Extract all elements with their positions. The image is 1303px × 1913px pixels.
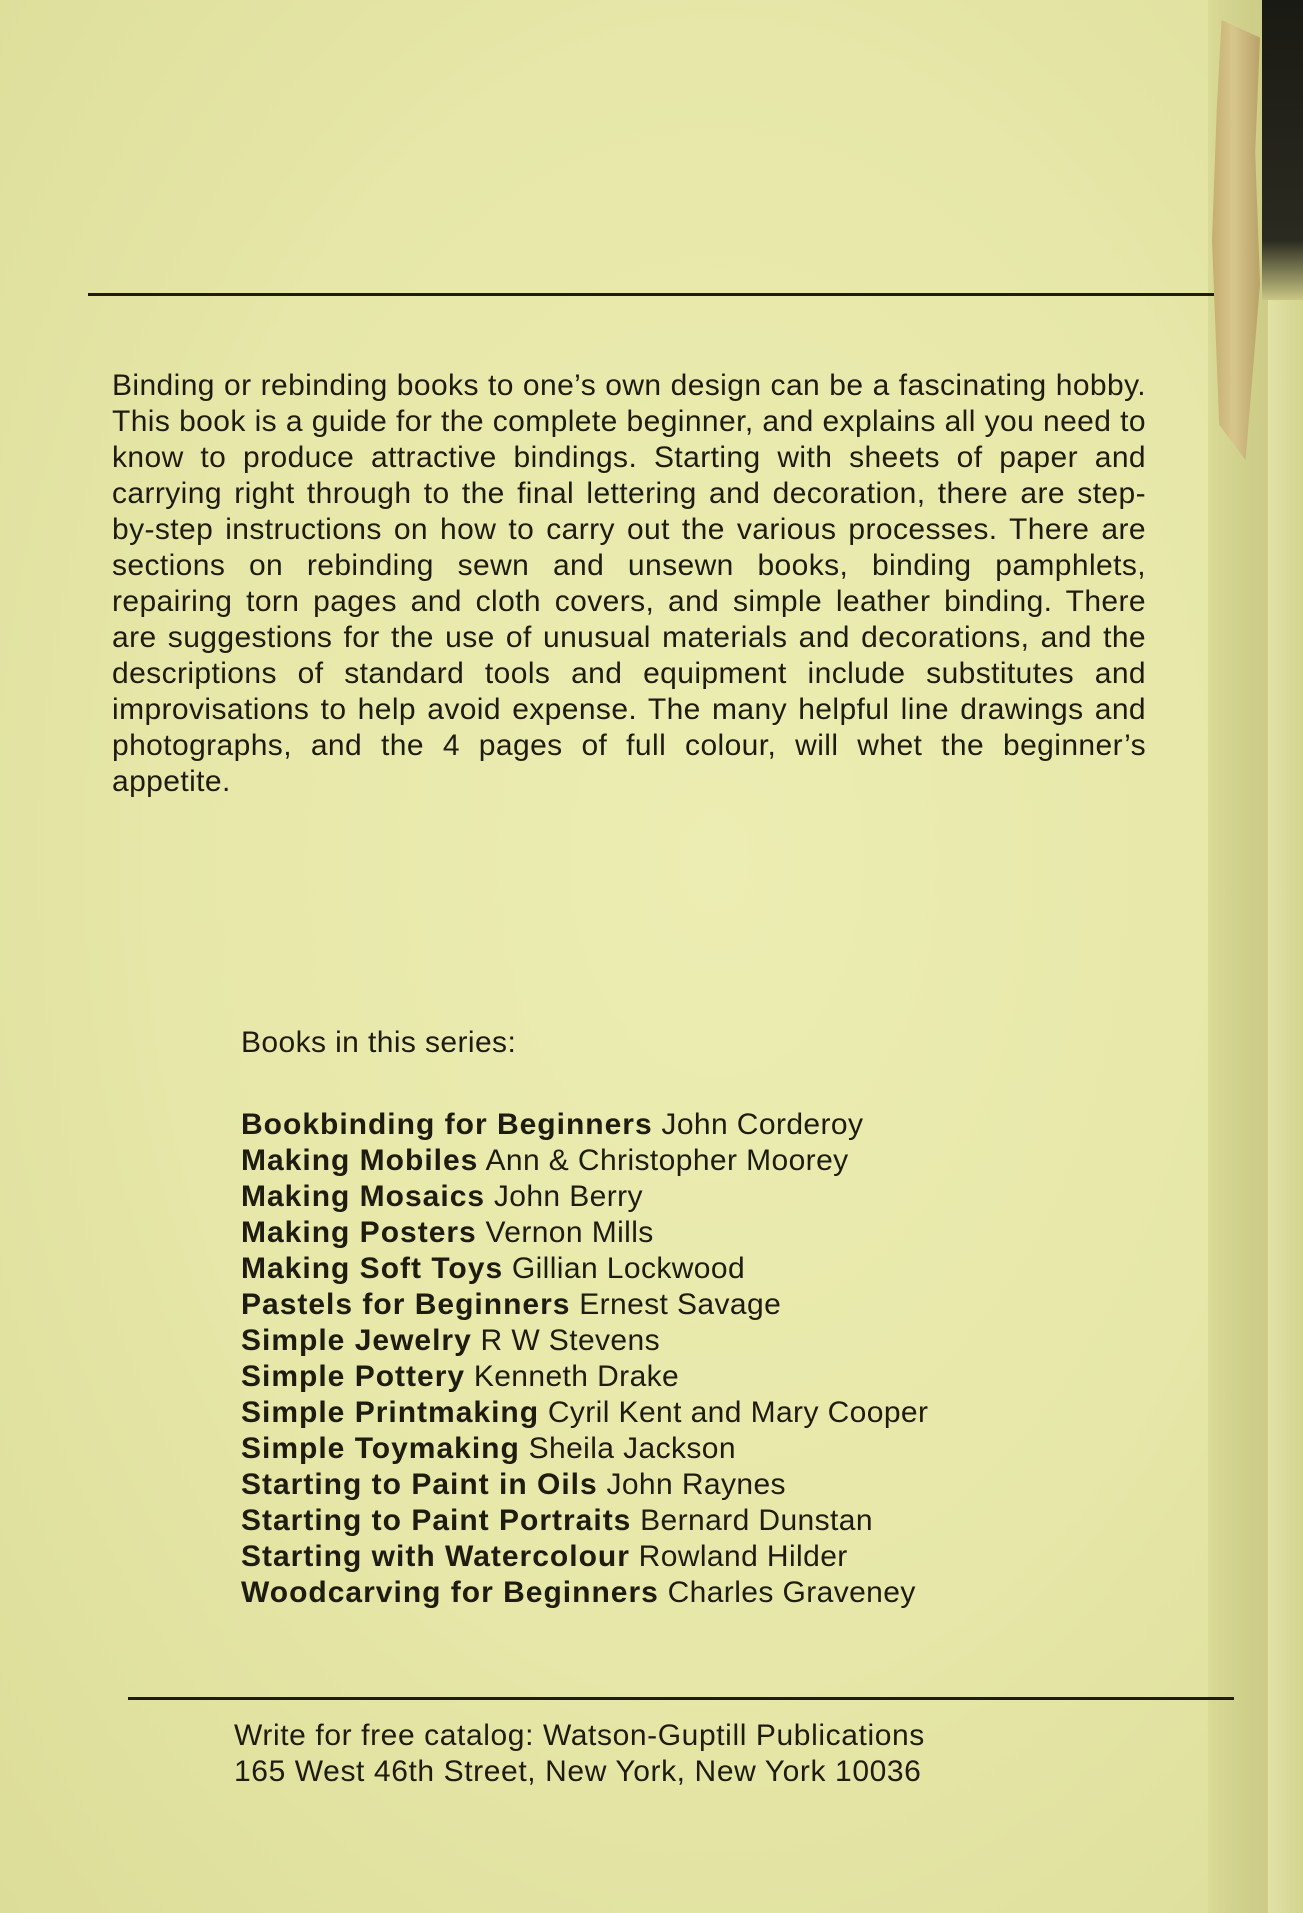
series-book-item: [241, 1539, 1141, 1575]
book-author: Gillian Lockwood: [511, 1252, 746, 1285]
bottom-divider: [128, 1697, 1234, 1700]
book-author: Kenneth Drake: [473, 1360, 680, 1393]
series-book-item: [241, 1431, 1141, 1467]
book-author: Sheila Jackson: [528, 1432, 736, 1465]
book-author: R W Stevens: [480, 1324, 660, 1357]
book-author: Ernest Savage: [579, 1288, 782, 1321]
book-author: John Berry: [493, 1180, 643, 1213]
address-line: 165 West 46th Street, New York, New York 10036: [234, 1755, 922, 1788]
book-title: Starting with Watercolour: [241, 1540, 630, 1573]
series-heading: Books in this series:: [241, 1026, 517, 1059]
series-book-item: [241, 1179, 1141, 1215]
series-book-item: [241, 1251, 1141, 1287]
book-author: John Corderoy: [661, 1108, 864, 1141]
book-author: Rowland Hilder: [638, 1540, 848, 1573]
book-title: Woodcarving for Beginners: [241, 1576, 659, 1609]
series-book-item: [241, 1467, 1141, 1503]
book-title: Starting to Paint in Oils: [241, 1468, 598, 1501]
description-paragraph: Binding or rebinding books to one’s own design can be a fascinating hobby. This book is a guide for the complete beginner, and explains all you need to know to produce attractive bindings. Starting with sheets of paper and carrying right through to the final lettering and decoration, there are step-by-step instructions on how to carry out the various processes. There are sections on rebinding sewn and unsewn books, binding pamphlets, repairing torn pages and cloth covers, and simple leather binding. There are suggestions for the use of unusual materials and decorations, and the descriptions of standard tools and equipment include substitutes and improvisations to help avoid expense. The many helpful line drawings and photographs, and the 4 pages of full colour, will whet the beginner’s appetite.: [112, 369, 1146, 798]
book-author: Ann & Christopher Moorey: [485, 1144, 849, 1177]
series-book-item: [241, 1143, 1141, 1179]
book-author: Vernon Mills: [485, 1216, 654, 1249]
book-author: Charles Graveney: [667, 1576, 916, 1609]
series-book-item: [241, 1323, 1141, 1359]
book-title: Making Posters: [241, 1216, 477, 1249]
publisher-footer: [234, 1718, 1134, 1790]
book-author: Cyril Kent and Mary Cooper: [547, 1396, 929, 1429]
series-book-item: [241, 1107, 1141, 1143]
spine-shadow: [1262, 0, 1303, 300]
series-book-item: [241, 1287, 1141, 1323]
catalog-line: Write for free catalog: Watson-Guptill Publications: [234, 1719, 925, 1752]
book-title: Simple Toymaking: [241, 1432, 520, 1465]
book-author: Bernard Dunstan: [640, 1504, 873, 1537]
spine-highlight: [1268, 300, 1303, 1913]
series-section: [241, 1025, 1141, 1611]
series-book-item: [241, 1575, 1141, 1611]
book-title: Bookbinding for Beginners: [241, 1108, 653, 1141]
book-title: Simple Pottery: [241, 1360, 466, 1393]
book-title: Pastels for Beginners: [241, 1288, 571, 1321]
book-title: Making Mobiles: [241, 1144, 479, 1177]
series-book-item: [241, 1395, 1141, 1431]
series-book-item: [241, 1359, 1141, 1395]
series-book-item: [241, 1215, 1141, 1251]
book-author: John Raynes: [606, 1468, 786, 1501]
book-title: Making Soft Toys: [241, 1252, 504, 1285]
book-title: Making Mosaics: [241, 1180, 486, 1213]
series-book-list: [241, 1107, 1141, 1611]
book-title: Simple Jewelry: [241, 1324, 472, 1357]
top-divider: [88, 293, 1214, 296]
book-title: Simple Printmaking: [241, 1396, 540, 1429]
book-title: Starting to Paint Portraits: [241, 1504, 632, 1537]
series-book-item: [241, 1503, 1141, 1539]
